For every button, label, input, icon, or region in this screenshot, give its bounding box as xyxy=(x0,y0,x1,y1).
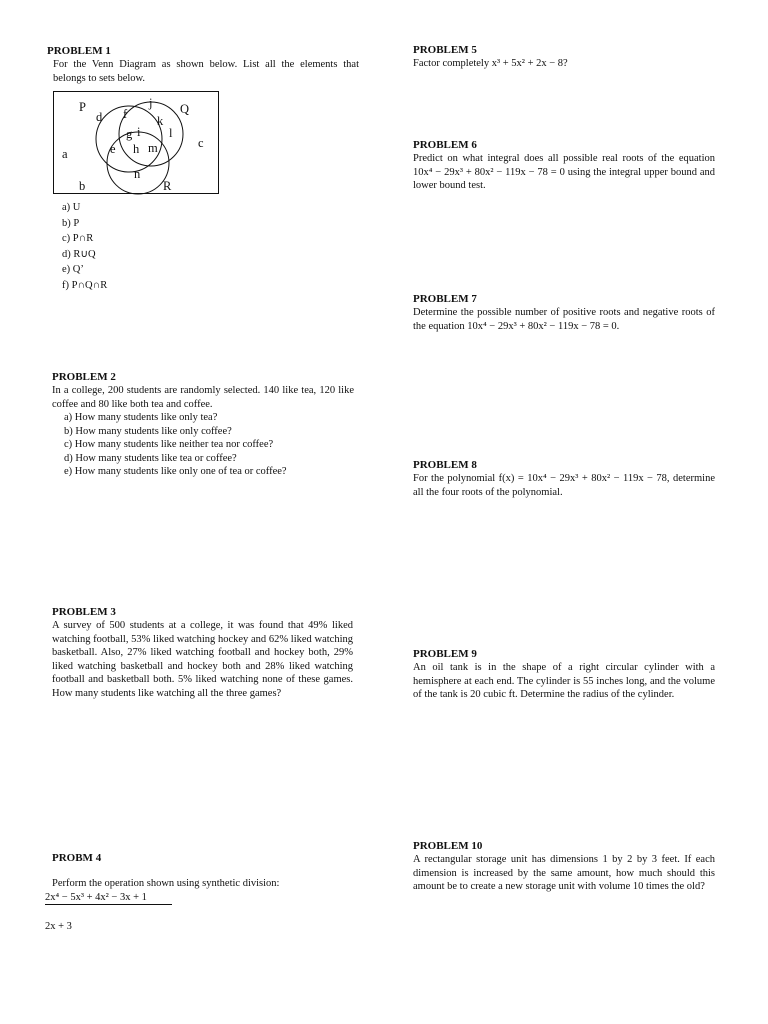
problem-1-intro: For the Venn Diagram as shown below. List all the elements that belongs to sets below. xyxy=(53,59,359,84)
problem-4-title: PROBM 4 xyxy=(52,852,102,864)
problem-8 xyxy=(413,459,715,499)
list-item: a) How many students like only tea? xyxy=(64,412,218,423)
problem-2 xyxy=(52,371,354,479)
problem-5 xyxy=(413,44,715,71)
problem-3-text: A survey of 500 students at a college, it was found that 49% liked watching football, 53% liked watching hockey and 62% liked watching basketball. Also, 27% liked watching football and hockey both, 29% liked watching basketball and hockey both and 28% liked watching football and basketball both. 5% liked watching none of these games. How many students like watching all the three games? xyxy=(52,620,353,699)
set-label-r: R xyxy=(163,179,172,193)
problem-6-title: PROBLEM 6 xyxy=(413,139,477,151)
problem-6-text: Predict on what integral does all possible real roots of the equation 10x⁴ − 29x³ + 80x² − 119x − 78 = 0 using the integral upper bound and lower bound test. xyxy=(413,153,715,191)
venn-element: g xyxy=(126,127,133,141)
problem-6 xyxy=(413,139,715,193)
problem-5-title: PROBLEM 5 xyxy=(413,44,477,56)
problem-5-prefix: Factor completely xyxy=(413,58,492,69)
problem-10-text: A rectangular storage unit has dimensions 1 by 2 by 3 feet. If each dimension is increased by the same amount, how much should this amount be to create a new storage unit with volume 10 times the old? xyxy=(413,854,715,892)
list-item: a) U xyxy=(62,202,81,213)
problem-4-instruction: Perform the operation shown using synthetic division: xyxy=(52,878,280,889)
venn-element: h xyxy=(133,142,140,156)
problem-7-title: PROBLEM 7 xyxy=(413,293,477,305)
problem-10 xyxy=(413,840,715,894)
venn-element: a xyxy=(62,147,68,161)
set-label-p: P xyxy=(79,100,86,114)
problem-9 xyxy=(413,648,715,702)
problem-1 xyxy=(47,45,359,85)
venn-element: b xyxy=(79,179,86,193)
venn-element: c xyxy=(198,136,204,150)
list-item: e) Q’ xyxy=(62,264,84,275)
venn-element: f xyxy=(123,107,128,121)
problem-8-title: PROBLEM 8 xyxy=(413,459,477,471)
problem-9-title: PROBLEM 9 xyxy=(413,648,477,660)
list-item: d) R∪Q xyxy=(62,248,96,260)
problem-2-items xyxy=(52,411,354,479)
list-item: c) How many students like neither tea nor coffee? xyxy=(64,439,274,450)
venn-element: e xyxy=(110,142,116,156)
problem-3 xyxy=(52,606,353,700)
problem-4-denominator: 2x + 3 xyxy=(45,921,72,932)
venn-element: l xyxy=(169,126,173,140)
problem-9-text: An oil tank is in the shape of a right circular cylinder with a hemisphere at each end. The cylinder is 55 inches long, and the volume of the tank is 20 cubic ft. Determine the radius of the cylinder. xyxy=(413,662,715,700)
problem-2-title: PROBLEM 2 xyxy=(52,371,116,383)
problem-8-text: For the polynomial f(x) = 10x⁴ − 29x³ + 80x² − 119x − 78, determine all the four roots of the polynomial. xyxy=(413,473,715,498)
list-item: b) How many students like only coffee? xyxy=(64,425,232,437)
list-item: f) P∩Q∩R xyxy=(62,279,108,291)
venn-element: d xyxy=(96,110,103,124)
venn-element: n xyxy=(134,167,141,181)
venn-element: i xyxy=(137,125,141,139)
venn-element: k xyxy=(157,114,164,128)
list-item: d) How many students like tea or coffee? xyxy=(64,452,237,464)
problem-1-title: PROBLEM 1 xyxy=(47,45,111,57)
venn-diagram xyxy=(53,91,219,195)
list-item: c) P∩R xyxy=(62,233,94,244)
venn-element: j xyxy=(149,96,153,110)
fraction-bar xyxy=(45,904,172,905)
problem-4-numerator: 2x⁴ − 5x³ + 4x² − 3x + 1 xyxy=(45,891,147,903)
problem-3-title: PROBLEM 3 xyxy=(52,606,116,618)
problem-2-intro: In a college, 200 students are randomly selected. 140 like tea, 120 like coffee and 80 like both tea and coffee. xyxy=(52,385,354,410)
problem-5-expression: x³ + 5x² + 2x − 8? xyxy=(491,58,568,69)
problem-4 xyxy=(45,852,345,934)
venn-element: m xyxy=(148,141,158,155)
list-item: b) P xyxy=(62,217,80,229)
problem-7-text: Determine the possible number of positive roots and negative roots of the equation 10x⁴ − 29x³ + 80x² − 119x − 78 = 0. xyxy=(413,307,715,332)
problem-7 xyxy=(413,293,715,333)
problem-1-items xyxy=(62,200,212,293)
list-item: e) How many students like only one of tea or coffee? xyxy=(64,466,287,477)
problem-5-text xyxy=(413,57,715,71)
set-label-q: Q xyxy=(180,102,190,116)
problem-10-title: PROBLEM 10 xyxy=(413,840,483,852)
